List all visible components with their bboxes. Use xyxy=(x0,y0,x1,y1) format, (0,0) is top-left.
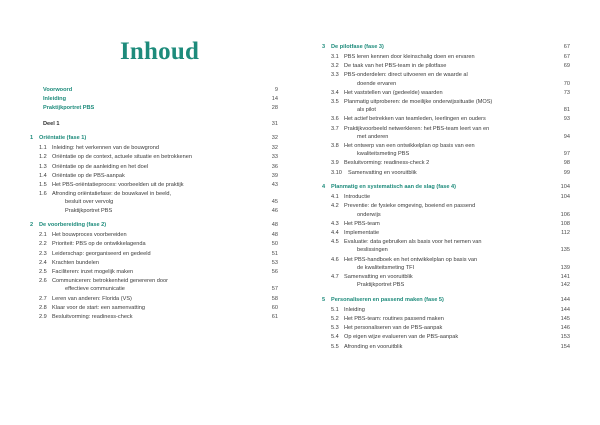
toc-entry-row[interactable] xyxy=(30,252,278,258)
entry-label: Krachten bundelen xyxy=(52,259,99,266)
toc-entry-row[interactable] xyxy=(322,117,570,123)
entry-label: PBS-onderdelen: direct uitvoeren en de waarde al xyxy=(344,72,468,79)
entry-page-number: 141 xyxy=(560,273,570,280)
toc-entry-row[interactable] xyxy=(322,91,570,97)
toc-entry-row[interactable] xyxy=(322,73,570,79)
entry-number: 1.6 xyxy=(39,191,47,198)
entry-label: Evaluatie: data gebruiken als basis voor het nemen van xyxy=(344,239,482,246)
toc-entry-row[interactable] xyxy=(322,100,570,106)
entry-number: 3.1 xyxy=(331,54,339,61)
entry-label: Besluitvorming: readiness-check xyxy=(52,313,133,320)
entry-number: 3.2 xyxy=(331,63,339,70)
entry-number: 3.3 xyxy=(331,72,339,79)
entry-label: Preventie: de fysieke omgeving, boeiend en passend xyxy=(344,203,476,210)
entry-label: Deel 1 xyxy=(43,120,60,127)
entry-label: Praktijkvoorbeeld netwerkleren: het PBS-team leert van en xyxy=(344,125,490,132)
toc-entry-row[interactable] xyxy=(322,161,570,167)
toc-chapter-row[interactable] xyxy=(322,298,570,304)
entry-page-number: 104 xyxy=(560,184,570,191)
entry-label: De voorbereiding (fase 2) xyxy=(39,222,107,229)
entry-page-number: 67 xyxy=(563,54,570,61)
entry-label: Oriëntatie (fase 1) xyxy=(39,135,87,142)
entry-label: PBS leren kennen door kleinschalig doen en ervaren xyxy=(344,54,475,61)
entry-page-number: 36 xyxy=(271,163,278,170)
toc-entry-continuation-row[interactable] xyxy=(322,248,570,254)
toc-entry-row[interactable] xyxy=(322,317,570,323)
toc-chapter-row[interactable] xyxy=(30,136,278,142)
toc-entry-row[interactable] xyxy=(322,335,570,341)
toc-chapter-row[interactable] xyxy=(322,45,570,51)
toc-entry-continuation-row[interactable] xyxy=(322,283,570,289)
entry-number: 5 xyxy=(322,296,326,303)
toc-entry-row[interactable] xyxy=(322,240,570,246)
entry-label: Het PBS-team: routines passend maken xyxy=(344,315,444,322)
entry-label: Het vaststellen van (gedeelde) waarden xyxy=(344,89,443,96)
entry-page-number: 33 xyxy=(271,154,278,161)
entry-page-number: 53 xyxy=(271,259,278,266)
toc-entry-row[interactable] xyxy=(322,258,570,264)
toc-entry-row[interactable] xyxy=(322,204,570,210)
entry-page-number: 32 xyxy=(271,135,278,142)
toc-entry-row[interactable] xyxy=(322,127,570,133)
toc-entry-continuation-row[interactable] xyxy=(322,135,570,141)
toc-entry-continuation-row[interactable] xyxy=(322,152,570,158)
entry-page-number: 99 xyxy=(563,169,570,176)
entry-page-number: 46 xyxy=(271,207,278,214)
entry-number: 3 xyxy=(322,44,326,50)
entry-number: 2 xyxy=(30,222,34,229)
entry-page-number: 97 xyxy=(563,151,570,158)
entry-label: Praktijkportret PBS xyxy=(357,282,405,289)
entry-label: Samenvatting en vooruitblik xyxy=(348,169,417,176)
entry-page-number: 144 xyxy=(560,306,570,313)
toc-entry-continuation-row[interactable] xyxy=(322,213,570,219)
entry-label: Planmatig uitproberen: de moeilijke onderwijssituatie (MOS) xyxy=(344,99,493,106)
entry-page-number: 139 xyxy=(560,264,570,271)
entry-page-number: 73 xyxy=(563,89,570,96)
entry-label: met anderen xyxy=(357,133,389,140)
toc-entry-continuation-row[interactable] xyxy=(30,209,278,215)
entry-page-number: 58 xyxy=(271,295,278,302)
toc-entry-row[interactable] xyxy=(30,155,278,161)
toc-entry-continuation-row[interactable] xyxy=(322,82,570,88)
entry-number: 3.8 xyxy=(331,142,339,149)
entry-page-number: 154 xyxy=(560,343,570,350)
entry-label: Afronding oriëntatiefase: de bouwkavel in beeld, xyxy=(52,191,172,198)
entry-label: Inleiding xyxy=(43,96,66,103)
entry-label: kwaliteitsmeting PBS xyxy=(357,151,410,158)
entry-page-number: 45 xyxy=(271,199,278,206)
toc-entry-row[interactable] xyxy=(322,171,570,177)
entry-label: Afronding en vooruitblik xyxy=(344,343,403,350)
entry-page-number: 43 xyxy=(271,182,278,188)
toc-entry-continuation-row[interactable] xyxy=(30,200,278,206)
entry-number: 1.5 xyxy=(39,182,47,188)
toc-entry-row[interactable] xyxy=(30,306,278,312)
entry-page-number: 51 xyxy=(271,250,278,257)
entry-number: 5.5 xyxy=(331,343,339,350)
entry-page-number: 106 xyxy=(560,211,570,218)
toc-entry-row[interactable] xyxy=(322,55,570,61)
toc-entry-row[interactable] xyxy=(30,183,278,189)
entry-number: 1 xyxy=(30,135,34,142)
entry-page-number: 61 xyxy=(271,313,278,320)
entry-number: 1.3 xyxy=(39,163,47,170)
entry-number: 4.7 xyxy=(331,273,339,280)
entry-page-number: 69 xyxy=(563,63,570,70)
entry-page-number: 50 xyxy=(271,241,278,248)
entry-page-number: 94 xyxy=(563,133,570,140)
entry-page-number: 112 xyxy=(561,229,570,236)
entry-label: Het PBS-oriëntatieproces: voorbeelden uit de praktijk xyxy=(52,182,184,188)
entry-label: Oriëntatie op de context, actuele situatie en betrokkenen xyxy=(52,154,192,161)
entry-number: 2.8 xyxy=(39,304,47,311)
toc-column-left xyxy=(30,88,278,324)
entry-page-number: 31 xyxy=(271,120,278,127)
entry-page-number: 142 xyxy=(560,282,570,289)
entry-label: Besluitvorming: readiness-check 2 xyxy=(344,160,430,167)
toc-entry-row[interactable] xyxy=(30,242,278,248)
toc-entry-row[interactable] xyxy=(30,174,278,180)
toc-entry-row[interactable] xyxy=(322,231,570,237)
entry-label: Introductie xyxy=(344,194,371,201)
toc-entry-row[interactable] xyxy=(30,270,278,276)
toc-entry-row[interactable] xyxy=(322,275,570,281)
toc-part-row[interactable] xyxy=(30,122,278,128)
entry-number: 5.4 xyxy=(331,334,339,341)
entry-label: Oriëntatie op de aanleiding en het doel xyxy=(52,163,149,170)
entry-page-number: 81 xyxy=(563,107,570,114)
entry-number: 4.2 xyxy=(331,203,339,210)
toc-column-right xyxy=(322,36,570,354)
toc-front-matter-row[interactable] xyxy=(30,106,278,112)
entry-label: Communiceren: betrokkenheid genereren door xyxy=(52,278,168,285)
toc-chapter-row[interactable] xyxy=(30,223,278,229)
entry-page-number: 28 xyxy=(271,105,278,112)
entry-label: Oriëntatie op de PBS-aanpak xyxy=(52,172,125,179)
part-row xyxy=(30,122,278,128)
entry-number: 3.4 xyxy=(331,89,339,96)
entry-page-number: 60 xyxy=(271,304,278,311)
entry-page-number: 146 xyxy=(560,325,570,332)
entry-page-number: 67 xyxy=(563,44,570,50)
entry-label: Het PBS-team xyxy=(344,220,380,227)
toc-entry-row[interactable] xyxy=(322,326,570,332)
entry-label: Leren van anderen: Florida (VS) xyxy=(52,295,132,302)
entry-page-number: 108 xyxy=(560,220,570,227)
entry-number: 2.7 xyxy=(39,295,47,302)
entry-label: besluit over vervolg xyxy=(65,199,114,206)
entry-number: 3.7 xyxy=(331,125,339,132)
entry-label: Het actief betrekken van teamleden, leerlingen en ouders xyxy=(344,116,486,123)
entry-label: De taak van het PBS-team in de pilotfase xyxy=(344,63,447,70)
toc-entry-row[interactable] xyxy=(322,144,570,150)
chapter-list-left xyxy=(30,136,278,320)
entry-label: Voorwoord xyxy=(43,87,73,93)
entry-number: 4.5 xyxy=(331,239,339,246)
toc-front-matter-row[interactable] xyxy=(30,97,278,103)
toc-entry-row[interactable] xyxy=(30,297,278,303)
front-matter-list xyxy=(30,88,278,112)
entry-number: 1.1 xyxy=(39,145,47,152)
toc-entry-row[interactable] xyxy=(322,195,570,201)
toc-entry-continuation-row[interactable] xyxy=(30,287,278,293)
entry-page-number: 144 xyxy=(560,296,570,303)
entry-page-number: 39 xyxy=(271,172,278,179)
chapter-list-right xyxy=(322,45,570,350)
entry-number: 1.2 xyxy=(39,154,47,161)
toc-entry-continuation-row[interactable] xyxy=(322,266,570,272)
entry-label: als pilot xyxy=(357,107,376,114)
entry-number: 2.9 xyxy=(39,313,47,320)
entry-page-number: 93 xyxy=(563,116,570,123)
entry-number: 4.4 xyxy=(331,229,339,236)
entry-page-number: 56 xyxy=(271,269,278,275)
entry-number: 5.1 xyxy=(331,306,339,313)
entry-number: 5.2 xyxy=(331,315,339,322)
entry-number: 4.1 xyxy=(331,194,339,201)
entry-label: Leiderschap: georganiseerd en gedeeld xyxy=(52,250,151,257)
entry-page-number: 57 xyxy=(271,286,278,293)
entry-number: 2.2 xyxy=(39,241,47,248)
entry-page-number: 14 xyxy=(271,96,278,103)
entry-page-number: 153 xyxy=(560,334,570,341)
toc-entry-row[interactable] xyxy=(30,315,278,321)
entry-label: Het ontwerp van een ontwikkelplan op basis van een xyxy=(344,142,475,149)
toc-entry-row[interactable] xyxy=(30,233,278,239)
entry-label: Het bouwproces voorbereiden xyxy=(52,232,127,239)
entry-number: 3.9 xyxy=(331,160,339,167)
toc-entry-row[interactable] xyxy=(322,345,570,351)
entry-label: Samenvatting en vooruitblik xyxy=(344,273,413,280)
entry-page-number: 98 xyxy=(563,160,570,167)
toc-entry-continuation-row[interactable] xyxy=(322,108,570,114)
entry-label: Prioriteit: PBS op de ontwikkelagenda xyxy=(52,241,146,248)
entry-page-number: 145 xyxy=(560,315,570,322)
toc-entry-row[interactable] xyxy=(30,192,278,198)
entry-number: 4.3 xyxy=(331,220,339,227)
toc-chapter-row[interactable] xyxy=(322,185,570,191)
toc-entry-row[interactable] xyxy=(30,261,278,267)
entry-page-number: 9 xyxy=(274,87,278,93)
entry-number: 2.3 xyxy=(39,250,47,257)
entry-number: 2.6 xyxy=(39,278,47,285)
entry-label: Personaliseren en passend maken (fase 5) xyxy=(331,296,444,303)
entry-label: effectieve communicatie xyxy=(65,286,125,293)
toc-entry-row[interactable] xyxy=(30,165,278,171)
toc-entry-row[interactable] xyxy=(30,146,278,152)
entry-label: Het personaliseren van de PBS-aanpak xyxy=(344,325,443,332)
toc-entry-row[interactable] xyxy=(322,308,570,314)
entry-page-number: 70 xyxy=(563,80,570,87)
entry-number: 2.1 xyxy=(39,232,47,239)
entry-label: onderwijs xyxy=(357,211,381,218)
entry-label: Inleiding: het verkennen van de bouwgrond xyxy=(52,145,159,152)
entry-label: De pilotfase (fase 3) xyxy=(331,44,384,50)
entry-label: de kwaliteitsmeting TFI xyxy=(357,264,415,271)
entry-label: Faciliteren: inzet mogelijk maken xyxy=(52,269,134,275)
entry-label: Praktijkportret PBS xyxy=(43,105,95,112)
entry-page-number: 32 xyxy=(271,145,278,152)
entry-number: 4 xyxy=(322,184,326,191)
entry-number: 2.5 xyxy=(39,269,47,275)
entry-label: doende ervaren xyxy=(357,80,397,87)
entry-number: 1.4 xyxy=(39,172,47,179)
entry-page-number: 48 xyxy=(271,222,278,229)
entry-page-number: 104 xyxy=(560,194,570,201)
toc-front-matter-row[interactable] xyxy=(30,88,278,94)
toc-entry-row[interactable] xyxy=(30,279,278,285)
entry-number: 3.6 xyxy=(331,116,339,123)
entry-label: Praktijkportret PBS xyxy=(65,207,113,214)
entry-number: 5.3 xyxy=(331,325,339,332)
toc-entry-row[interactable] xyxy=(322,64,570,70)
entry-label: Implementatie xyxy=(344,229,380,236)
entry-page-number: 48 xyxy=(271,232,278,239)
entry-label: Inleiding xyxy=(344,306,365,313)
entry-label: Op eigen wijze evalueren van de PBS-aanpak xyxy=(344,334,459,341)
entry-label: beslissingen xyxy=(357,247,388,254)
entry-number: 2.4 xyxy=(39,259,47,266)
entry-label: Planmatig en systematisch aan de slag (fase 4) xyxy=(331,184,456,191)
entry-label: Klaar voor de start: een samenvatting xyxy=(52,304,145,311)
entry-number: 3.10 xyxy=(331,169,342,176)
toc-entry-row[interactable] xyxy=(322,222,570,228)
entry-number: 3.5 xyxy=(331,99,339,106)
page-title: Inhoud xyxy=(120,38,200,65)
entry-number: 4.6 xyxy=(331,256,339,263)
entry-page-number: 135 xyxy=(560,247,570,254)
entry-label: Het PBS-handboek en het ontwikkelplan op basis van xyxy=(344,256,478,263)
